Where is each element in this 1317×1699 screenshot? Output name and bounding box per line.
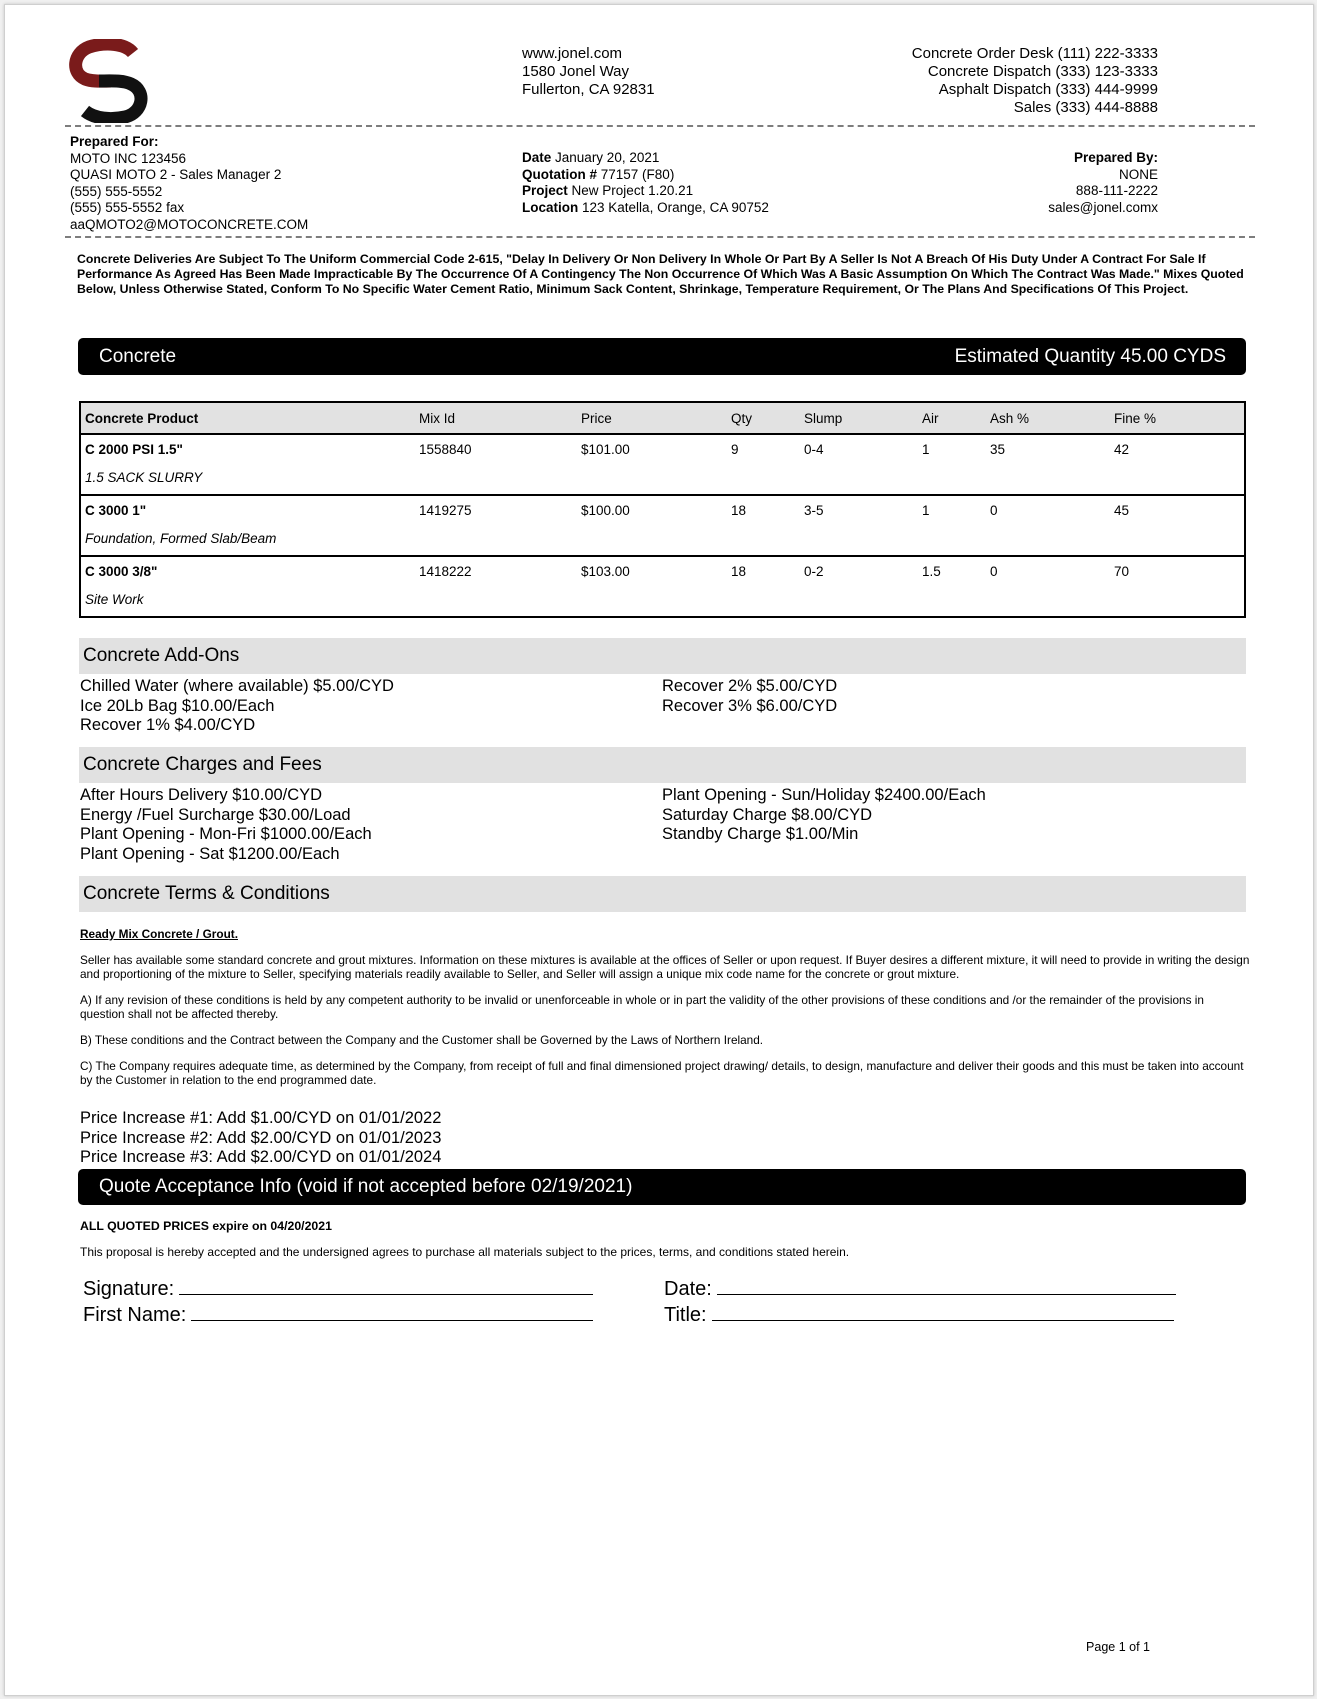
header-fine: Fine % (1110, 402, 1245, 434)
salesperson-email: sales@jonel.comx (1048, 199, 1158, 215)
terms-paragraph: A) If any revision of these conditions is held by any competent authority to be invalid or unenforceable in whole or in part the validity of the other provisions of these conditions and /or the remainder of the provisions in question shall not be affected thereby. (80, 993, 1204, 1021)
contact-order-desk: Concrete Order Desk (111) 222-3333 (911, 45, 1158, 62)
concrete-products-table (79, 401, 1246, 618)
contact-list (912, 45, 1158, 117)
customer-phone: (555) 555-5552 (70, 183, 163, 199)
quote-project-value: New Project 1.20.21 (571, 183, 694, 198)
dashed-divider-top (65, 125, 1255, 127)
product-name: C 3000 3/8" (85, 564, 158, 579)
date-line[interactable] (717, 1276, 1176, 1295)
list-item: Chilled Water (where available) $5.00/CYD (80, 677, 394, 695)
table-row (80, 556, 1245, 587)
slump: 0-2 (804, 564, 824, 579)
title-label: Title: (664, 1304, 707, 1326)
price: $101.00 (581, 442, 630, 457)
list-item: Plant Opening - Sat $1200.00/Each (80, 844, 340, 863)
salesperson-phone: 888-111-2222 (1075, 183, 1158, 198)
addons-section-bar (79, 638, 1246, 674)
table-header-row (80, 402, 1245, 434)
table-row-description (80, 526, 1245, 556)
quote-location-label: Location (522, 199, 579, 215)
price-increases (80, 1109, 441, 1168)
first-name-line[interactable] (191, 1302, 593, 1321)
air: 1 (922, 442, 930, 457)
product-description: Site Work (85, 592, 144, 607)
customer-contact: QUASI MOTO 2 - Sales Manager 2 (70, 167, 282, 182)
first-name-field[interactable] (83, 1302, 593, 1328)
mix-id: 1419275 (419, 503, 472, 518)
quote-number (522, 167, 769, 184)
price-increase-item: Price Increase #2: Add $2.00/CYD on 01/01/2023 (80, 1128, 442, 1147)
charges-list (80, 786, 1250, 866)
acceptance-title: Quote Acceptance Info (void if not accepted before 02/19/2021) (99, 1176, 633, 1197)
terms-heading: Ready Mix Concrete / Grout. (80, 927, 238, 941)
quote-location (522, 200, 769, 217)
terms-paragraph: C) The Company requires adequate time, as determined by the Company, from receipt of full and final dimensioned project drawing/ details, to design, manufacture and deliver their goods and this must be taken into account by the Customer in relation to the end programmed date. (80, 1059, 1244, 1087)
terms-title: Concrete Terms & Conditions (83, 883, 330, 904)
terms-paragraph: B) These conditions and the Contract between the Company and the Customer shall be Governed by the Laws of Northern Ireland. (80, 1033, 764, 1047)
company-address-line1: 1580 Jonel Way (522, 63, 630, 80)
price-expiration: ALL QUOTED PRICES expire on 04/20/2021 (80, 1219, 332, 1233)
estimated-quantity: Estimated Quantity 45.00 CYDS (954, 346, 1226, 367)
price-increase-item: Price Increase #1: Add $1.00/CYD on 01/01/2022 (80, 1109, 442, 1127)
terms-section-bar (79, 876, 1246, 912)
header-price: Price (577, 402, 727, 434)
company-address (522, 45, 655, 99)
header-concrete-product: Concrete Product (80, 402, 415, 434)
quote-info (522, 150, 769, 216)
terms-paragraph: Seller has available some standard concrete and grout mixtures. Information on these mixtures is available at the offices of Seller or upon request. If Buyer desires a different mixture, it will need to provide in writing the design and proportioning of the mixture to Seller, specifying materials readily available to Seller, and Seller will assign a unique mix code name for the concrete or grout mixture. (80, 953, 1250, 981)
terms-body (80, 927, 1250, 1099)
qty: 18 (731, 503, 747, 518)
signature-line[interactable] (179, 1276, 593, 1295)
prepared-for (70, 134, 308, 233)
product-description: 1.5 SACK SLURRY (80, 465, 1245, 495)
ash-percent: 0 (990, 564, 998, 579)
quote-date (522, 150, 769, 167)
contact-concrete-dispatch: Concrete Dispatch (333) 123-3333 (927, 63, 1158, 80)
contact-asphalt-dispatch: Asphalt Dispatch (333) 444-9999 (938, 81, 1158, 98)
list-item: Plant Opening - Mon-Fri $1000.00/Each (80, 825, 372, 843)
signature-label: Signature: (83, 1278, 175, 1300)
list-item: Energy /Fuel Surcharge $30.00/Load (80, 805, 351, 824)
prepared-by-label: Prepared By: (1073, 150, 1158, 165)
quote-number-value: 77157 (F80) (600, 166, 675, 182)
qty: 9 (731, 442, 739, 457)
list-item: Recover 3% $6.00/CYD (662, 696, 838, 715)
page-number: Page 1 of 1 (1086, 1640, 1150, 1654)
date-label: Date: (664, 1278, 712, 1300)
slump: 3-5 (804, 503, 824, 518)
header-ash: Ash % (986, 402, 1110, 434)
product-name: C 3000 1" (85, 503, 147, 518)
table-row (80, 495, 1245, 526)
header-air: Air (918, 402, 986, 434)
table-row-description (80, 465, 1245, 495)
concrete-section-bar (78, 338, 1246, 375)
addons-list (80, 677, 1250, 737)
qty: 18 (731, 564, 747, 579)
list-item: Saturday Charge $8.00/CYD (662, 805, 873, 824)
price: $103.00 (581, 564, 630, 579)
list-item: Recover 2% $5.00/CYD (662, 677, 838, 695)
concrete-section-title: Concrete (99, 346, 177, 367)
fine-percent: 42 (1114, 442, 1130, 457)
first-name-label: First Name: (83, 1304, 187, 1326)
table-row (80, 434, 1245, 465)
charges-section-bar (79, 747, 1246, 783)
quote-date-label: Date (522, 150, 552, 165)
quote-project (522, 183, 769, 200)
charges-title: Concrete Charges and Fees (83, 754, 322, 775)
customer-email: aaQMOTO2@MOTOCONCRETE.COM (70, 216, 309, 232)
air: 1.5 (922, 564, 941, 579)
signature-field[interactable] (83, 1276, 593, 1302)
prepared-for-label: Prepared For: (70, 134, 159, 149)
header-qty: Qty (727, 402, 800, 434)
header-slump: Slump (800, 402, 918, 434)
header-mix-id: Mix Id (415, 402, 577, 434)
ash-percent: 35 (990, 442, 1006, 457)
mix-id: 1558840 (419, 442, 472, 457)
list-item: Ice 20Lb Bag $10.00/Each (80, 696, 275, 715)
list-item: Standby Charge $1.00/Min (662, 825, 859, 843)
list-item: After Hours Delivery $10.00/CYD (80, 786, 323, 804)
quote-page (4, 4, 1314, 1696)
table-row-description (80, 587, 1245, 617)
air: 1 (922, 503, 930, 518)
company-logo (69, 39, 149, 123)
quote-number-label: Quotation # (522, 166, 597, 182)
ash-percent: 0 (990, 503, 998, 518)
product-description: Foundation, Formed Slab/Beam (80, 526, 1245, 556)
acceptance-statement: This proposal is hereby accepted and the undersigned agrees to purchase all materials subject to the prices, terms, and conditions stated herein. (80, 1245, 850, 1259)
dashed-divider-bottom (65, 236, 1255, 238)
fine-percent: 45 (1114, 503, 1130, 518)
quote-location-value: 123 Katella, Orange, CA 90752 (582, 199, 769, 215)
delivery-disclaimer: Concrete Deliveries Are Subject To The Uniform Commercial Code 2-615, "Delay In Delivery Or Non Delivery In Whole Or Part By A Seller Is Not A Breach Of His Duty Under A Contract For Sale If Performance As Agreed Has Been Made Impracticable By The Occurrence Of A Contingency The Non Occurrence Of Which Was A Basic Assumption On Which The Contract Was Made." Mixes Quoted Below, Unless Otherwise Stated, Conform To No Specific Water Cement Ratio, Minimum Sack Content, Shrinkage, Temperature Requirement, Or The Plans And Specifications Of This Project. (77, 252, 1244, 296)
title-field[interactable] (664, 1302, 1174, 1328)
fine-percent: 70 (1114, 564, 1130, 579)
date-field[interactable] (664, 1276, 1176, 1302)
slump: 0-4 (804, 442, 824, 457)
list-item: Plant Opening - Sun/Holiday $2400.00/Each (662, 786, 986, 804)
company-website: www.jonel.com (522, 45, 623, 62)
contact-sales: Sales (333) 444-8888 (1013, 99, 1158, 116)
title-line[interactable] (712, 1302, 1174, 1321)
acceptance-section-bar (78, 1169, 1246, 1205)
salesperson-name: NONE (1118, 166, 1158, 182)
company-address-line2: Fullerton, CA 92831 (522, 81, 655, 98)
prepared-by (1048, 150, 1158, 216)
product-name: C 2000 PSI 1.5" (85, 442, 183, 457)
addons-title: Concrete Add-Ons (83, 645, 240, 666)
customer-company: MOTO INC 123456 (70, 150, 187, 166)
quote-date-value: January 20, 2021 (555, 150, 660, 165)
list-item: Recover 1% $4.00/CYD (80, 716, 256, 734)
quote-project-label: Project (522, 183, 568, 198)
price: $100.00 (581, 503, 630, 518)
price-increase-item: Price Increase #3: Add $2.00/CYD on 01/01/2024 (80, 1148, 442, 1166)
customer-fax: (555) 555-5552 fax (70, 200, 185, 215)
mix-id: 1418222 (419, 564, 472, 579)
